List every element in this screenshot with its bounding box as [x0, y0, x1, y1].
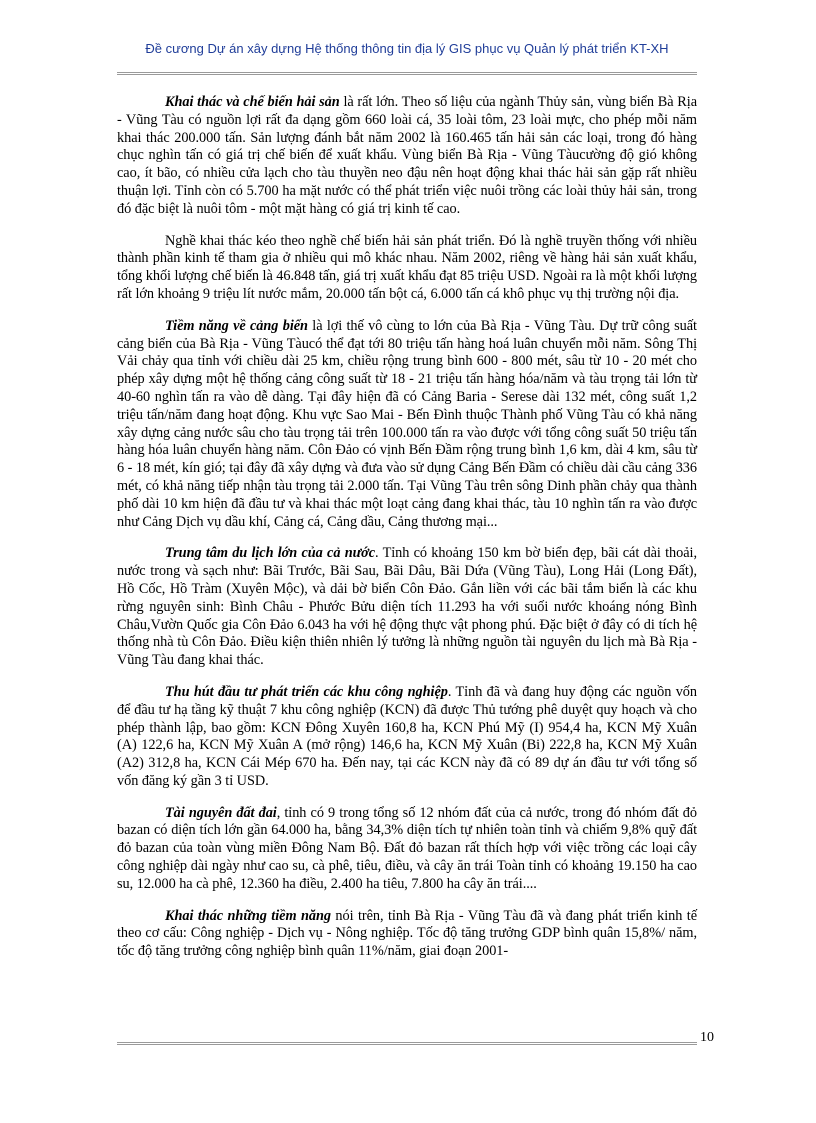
- paragraph-lead: Tiềm năng về cảng biển: [165, 317, 308, 334]
- paragraph-text: là lợi thế vô cùng to lớn của Bà Rịa - Vũng Tàu. Dự trữ công suất cảng biển của Bà Rịa - Vũng Tàucó thể đạt tới 80 triệu tấn hàng hoá luân chuyển mỗi năm. Sông Thị Vải chảy qua tỉnh với chiều dài 25 km, chiều rộng trung bình 600 - 800 mét, sâu từ 10 - 20 mét cho phép xây dựng một hệ thống cảng công suất từ 18 - 21 triệu tấn hàng hóa/năm và tàu trọng tải lớn từ 40-60 nghìn tấn ra vào dễ dàng. Tại đây hiện đã có Cảng Baria - Serese dài 132 mét, công suất 1,2 triệu tấn/năm đang hoạt động. Khu vực Sao Mai - Bến Đình thuộc Thành phố Vũng Tàu có khả năng xây dựng cảng nước sâu cho tàu trọng tải trên 100.000 tấn ra vào được với tổng công suất 50 triệu tấn hàng hóa luân chuyển hàng năm. Côn Đảo có vịnh Bến Đầm rộng trung bình 1,6 km, dài 4 km, sâu từ 6 - 18 mét, kín gió; tại đây đã xây dựng và đưa vào sử dụng Cảng Bến Đầm có chiều dài cầu cảng 336 mét, có khả năng tiếp nhận tàu trọng tải 2.000 tấn. Tại Vũng Tàu trên sông Dinh phần chảy qua thành phố dài 10 km hiện đã đầu tư và khai thác một loạt cảng đang khai thác, tàu 10 nghìn tấn ra vào được như Cảng Dịch vụ dầu khí, Cảng cá, Cảng dầu, Cảng thương mại...: [117, 317, 697, 530]
- paragraph-processing: [117, 233, 697, 304]
- paragraph-seafood: [117, 94, 697, 219]
- paragraph-tourism: [117, 545, 697, 670]
- page-number: 10: [700, 1030, 714, 1045]
- paragraph-lead: Thu hút đầu tư phát triển các khu công nghiệp: [165, 683, 448, 700]
- paragraph-lead: Tài nguyên đất đai: [165, 804, 277, 821]
- paragraph-text: , tỉnh có 9 trong tổng số 12 nhóm đất của cả nước, trong đó nhóm đất đỏ bazan có diện tích lớn gần 64.000 ha, bằng 34,3% diện tích tự nhiên toàn tỉnh và chiếm 9,8% quỹ đất đỏ bazan của toàn vùng miền Đông Nam Bộ. Đất đỏ bazan rất thích hợp với việc trồng các loại cây công nghiệp dài ngày như cao su, cà phê, tiêu, điều, và cây ăn trái Toàn tỉnh có khoảng 19.150 ha cao su, 12.000 ha cà phê, 12.360 ha điều, 2.400 ha tiêu, 7.800 ha cây ăn trái....: [117, 804, 697, 892]
- paragraph-lead: Trung tâm du lịch lớn của cả nước: [165, 545, 376, 562]
- paragraph-lead: Khai thác và chế biến hải sản: [165, 94, 340, 110]
- paragraph-text: là rất lớn. Theo số liệu của ngành Thủy sản, vùng biển Bà Rịa - Vũng Tàu có nguồn lợi rất đa dạng gồm 660 loài cá, 35 loài tôm, 23 loài mực, cho phép mỗi năm khai thác 200.000 tấn. Sản lượng đánh bắt năm 2002 là 160.465 tấn hải sản các loại, trong đó hàng chục nghìn tấn có giá trị chế biến để xuất khẩu. Vùng biển Bà Rịa - Vũng Tàucường độ gió không cao, ít bão, có nhiều cửa lạch cho tàu thuyền neo đậu nên hoạt động khai thác hải sản gặp rất nhiều thuận lợi. Tỉnh còn có 5.700 ha mặt nước có thể phát triển việc nuôi trồng các loài thủy hải sản, trong đó đặc biệt là nuôi tôm - một mặt hàng có giá trị kinh tế cao.: [117, 94, 698, 217]
- paragraph-text: nói trên, tỉnh Bà Rịa - Vũng Tàu đã và đang phát triển kinh tế theo cơ cấu: Công nghiệp - Dịch vụ - Nông nghiệp. Tốc độ tăng trưởng GDP bình quân 15,8%/ năm, tốc độ tăng trưởng công nghiệp bình quân 11%/năm, giai đoạn 2001-: [117, 907, 697, 960]
- paragraph-text: Nghề khai thác kéo theo nghề chế biến hải sản phát triển. Đó là nghề truyền thống với nhiều thành phần kinh tế tham gia ở nhiều qui mô khác nhau. Năm 2002, riêng về hàng hải sản xuất khẩu, tổng khối lượng chế biến là 46.848 tấn, giá trị xuất khẩu đạt 85 triệu USD. Ngoài ra là một khối lượng rất lớn khoảng 9 triệu lít nước mắm, 20.000 tấn bột cá, 6.000 tấn cá khô phục vụ thị trường nội địa.: [117, 232, 697, 302]
- running-header: Đề cương Dự án xây dựng Hệ thống thông tin địa lý GIS phục vụ Quản lý phát triển KT-XH: [145, 41, 669, 56]
- header-rule: [117, 72, 697, 75]
- paragraph-economic-growth: [117, 908, 697, 961]
- paragraph-land-resources: [117, 805, 697, 894]
- document-body: [117, 94, 697, 975]
- paragraph-industrial-zones: [117, 684, 697, 791]
- paragraph-text: . Tỉnh đã và đang huy động các nguồn vốn để đầu tư hạ tầng kỹ thuật 7 khu công nghiệp (KCN) đã được Thủ tướng phê duyệt quy hoạch và cho phép thành lập, bao gồm: KCN Đông Xuyên 160,8 ha, KCN Phú Mỹ (I) 954,4 ha, KCN Mỹ Xuân (A) 122,6 ha, KCN Mỹ Xuân A (mở rộng) 146,6 ha, KCN Mỹ Xuân (Bi) 222,8 ha, KCN Mỹ Xuân (A2) 312,8 ha, KCN Cái Mép 670 ha. Đến nay, tại các KCN này đã có 89 dự án đầu tư với tổng số vốn đăng ký gần 3 tỉ USD.: [117, 683, 697, 789]
- paragraph-seaports: [117, 318, 697, 532]
- paragraph-lead: Khai thác những tiềm năng: [165, 907, 331, 924]
- footer-rule: [117, 1042, 697, 1045]
- paragraph-text: . Tỉnh có khoảng 150 km bờ biển đẹp, bãi cát dài thoải, nước trong và sạch như: Bãi Trước, Bãi Sau, Bãi Dâu, Bãi Dứa (Vũng Tàu), Long Hải (Long Đất), Hồ Cốc, Hồ Tràm (Xuyên Mộc), và dải bờ biển Côn Đảo. Gắn liền với các bãi tắm biển là các khu rừng nguyên sinh: Bình Châu - Phước Bửu diện tích 11.293 ha với suối nước khoáng nóng Bình Châu,Vườn Quốc gia Côn Đảo 6.043 ha với hệ động thực vật phong phú. Đặc biệt ở đây có di tích hệ thống nhà tù Côn Đảo. Điều kiện thiên nhiên lý tưởng là những nguồn tài nguyên du lịch mà Bà Rịa - Vũng Tàu đang khai thác.: [117, 545, 697, 669]
